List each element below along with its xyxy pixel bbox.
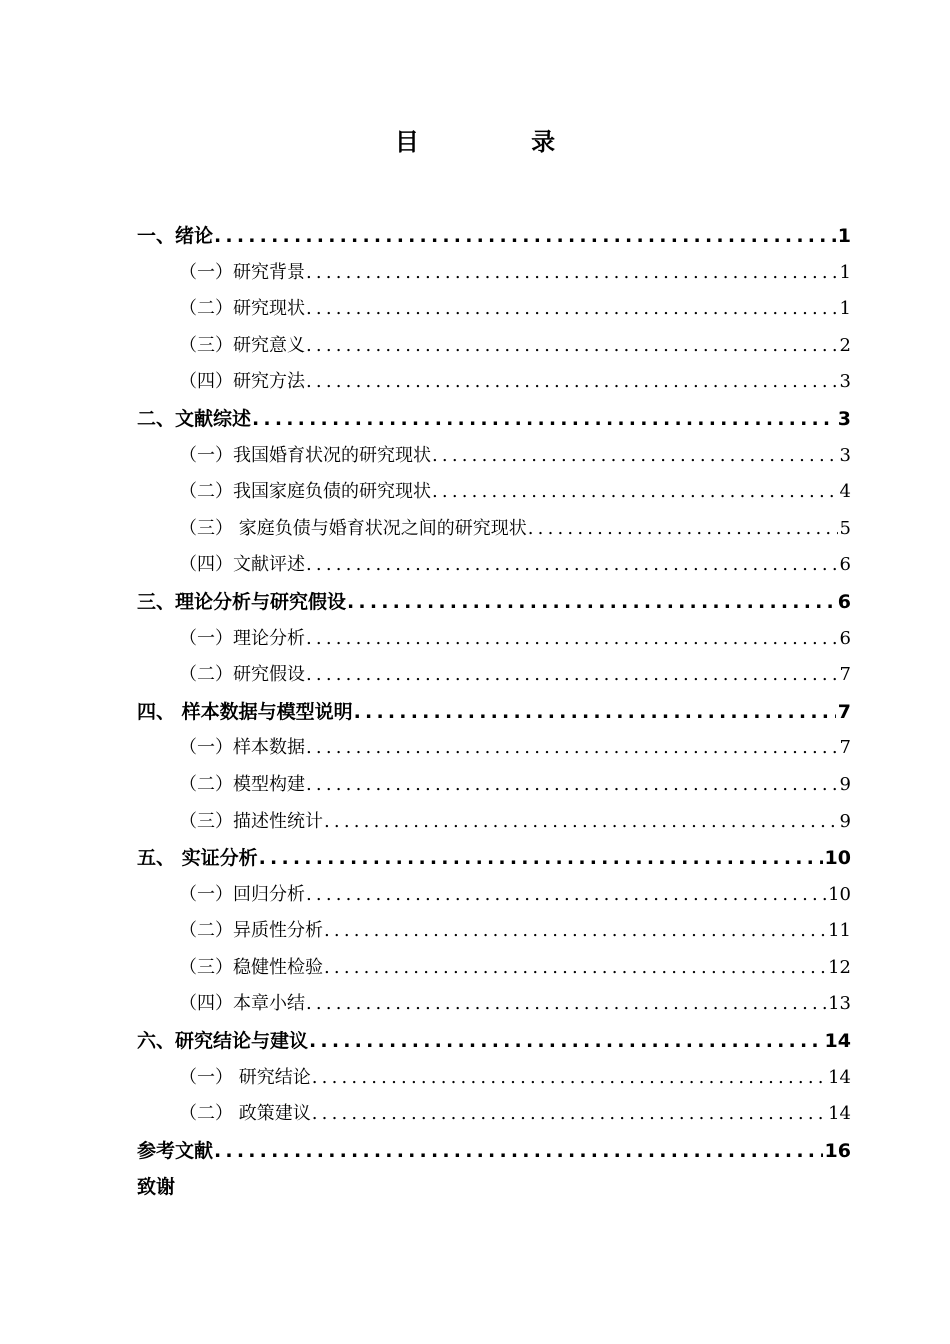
toc-entry-page-number: 3 [837,407,851,430]
toc-dot-leader [259,840,823,877]
toc-entry-page-number: 13 [828,993,851,1015]
toc-dot-leader [306,986,826,1023]
toc-entry[interactable] [137,694,851,731]
toc-entry-label: （三）描述性统计 [179,810,323,832]
toc-entry[interactable] [137,950,851,987]
toc-entry[interactable] [137,621,851,658]
toc-entry[interactable] [137,767,851,804]
toc-entry[interactable] [137,255,851,292]
toc-entry[interactable] [137,1133,851,1170]
toc-entry-page-number: 5 [839,517,851,539]
toc-entry[interactable] [137,1060,851,1097]
toc-dot-leader [252,401,836,438]
toc-dot-leader [347,584,836,621]
toc-entry-page-number: 12 [828,956,851,978]
toc-entry-page-number: 4 [839,481,851,503]
toc-entry-page-number: 2 [839,334,851,356]
toc-entry[interactable] [137,1096,851,1133]
toc-dot-leader [306,291,838,328]
toc-entry-page-number: 14 [828,1066,851,1088]
toc-entry-page-number: 11 [828,920,851,942]
toc-entry[interactable] [137,547,851,584]
toc-entry[interactable] [137,401,851,438]
toc-entry-label: （一）我国婚育状况的研究现状 [179,444,431,466]
toc-entry-label: （二） 政策建议 [179,1103,311,1125]
toc-entry-label: （二）模型构建 [179,773,305,795]
toc-entry-label: 致谢 [137,1176,176,1199]
toc-entry-label: 参考文献 [137,1139,214,1162]
toc-entry[interactable] [137,511,851,548]
toc-entry[interactable] [137,877,851,914]
toc-entry-label: 二、文献综述 [137,407,252,430]
toc-entry-page-number: 6 [839,627,851,649]
toc-entry-page-number: 16 [824,1139,851,1162]
toc-entry[interactable] [137,657,851,694]
toc-entry[interactable] [137,1023,851,1060]
toc-entry[interactable] [137,1169,851,1206]
toc-entry-page-number: 7 [839,664,851,686]
toc-entry[interactable] [137,584,851,621]
toc-entry-label: （二）异质性分析 [179,920,323,942]
toc-entry-page-number: 9 [839,773,851,795]
toc-title: 目 录 [394,128,608,156]
toc-dot-leader [306,255,838,292]
toc-entry[interactable] [137,438,851,475]
toc-entry-label: （一）回归分析 [179,883,305,905]
toc-entry[interactable] [137,840,851,877]
toc-entry-page-number: 10 [828,883,851,905]
toc-entry-page-number: 1 [839,298,851,320]
toc-entry-label: （四）文献评述 [179,554,305,576]
toc-entry-page-number: 9 [839,810,851,832]
toc-entry[interactable] [137,804,851,841]
toc-dot-leader [306,657,838,694]
toc-entry[interactable] [137,364,851,401]
toc-dot-leader [528,511,838,548]
toc-entry-label: 一、绪论 [137,225,214,247]
toc-entry-label: （一）理论分析 [179,627,305,649]
toc-entry-page-number: 14 [824,1030,851,1053]
toc-entry-label: （三）研究意义 [179,334,305,356]
toc-entry-label: 五、 实证分析 [137,847,258,870]
toc-entry-page-number: 1 [839,261,851,283]
toc-entry-page-number: 7 [837,700,851,723]
toc-entry[interactable] [137,218,851,255]
toc-entry-label: 三、理论分析与研究假设 [137,590,347,613]
toc-dot-leader [432,438,838,475]
toc-entry-page-number: 14 [828,1103,851,1125]
toc-entry-page-number: 10 [824,847,851,870]
toc-entry[interactable] [137,474,851,511]
toc-dot-leader [309,1023,823,1060]
toc-dot-leader [306,767,838,804]
toc-list [137,218,851,1206]
toc-entry-label: （四）本章小结 [179,993,305,1015]
toc-entry-label: （一） 研究结论 [179,1066,311,1088]
toc-entry-label: （二）研究假设 [179,664,305,686]
toc-dot-leader [306,877,826,914]
toc-dot-leader [306,328,838,365]
toc-entry-page-number: 7 [839,737,851,759]
toc-dot-leader [306,364,838,401]
toc-dot-leader [306,730,838,767]
toc-dot-leader [214,1133,823,1170]
toc-entry-label: （三） 家庭负债与婚育状况之间的研究现状 [179,517,527,539]
toc-entry-page-number: 6 [837,590,851,613]
toc-dot-leader [306,621,838,658]
toc-dot-leader [324,950,826,987]
toc-dot-leader [324,804,838,841]
toc-entry[interactable] [137,291,851,328]
toc-entry-label: 六、研究结论与建议 [137,1030,309,1053]
toc-dot-leader [312,1096,826,1133]
toc-dot-leader [432,474,838,511]
toc-entry-page-number: 3 [839,371,851,393]
toc-dot-leader [324,913,826,950]
toc-entry-label: （三）稳健性检验 [179,956,323,978]
toc-entry[interactable] [137,913,851,950]
toc-entry-label: 四、 样本数据与模型说明 [137,700,353,723]
toc-dot-leader [214,218,836,255]
toc-entry[interactable] [137,730,851,767]
toc-dot-leader [354,694,836,731]
toc-entry-label: （二）研究现状 [179,298,305,320]
toc-entry-label: （一）样本数据 [179,737,305,759]
toc-entry[interactable] [137,328,851,365]
toc-entry-page-number: 1 [837,225,851,247]
toc-entry-label: （一）研究背景 [179,261,305,283]
toc-entry-page-number: 6 [839,554,851,576]
toc-entry-label: （二）我国家庭负债的研究现状 [179,481,431,503]
toc-entry[interactable] [137,986,851,1023]
toc-dot-leader [312,1060,826,1097]
toc-dot-leader [306,547,838,584]
toc-entry-label: （四）研究方法 [179,371,305,393]
toc-entry-page-number: 3 [839,444,851,466]
